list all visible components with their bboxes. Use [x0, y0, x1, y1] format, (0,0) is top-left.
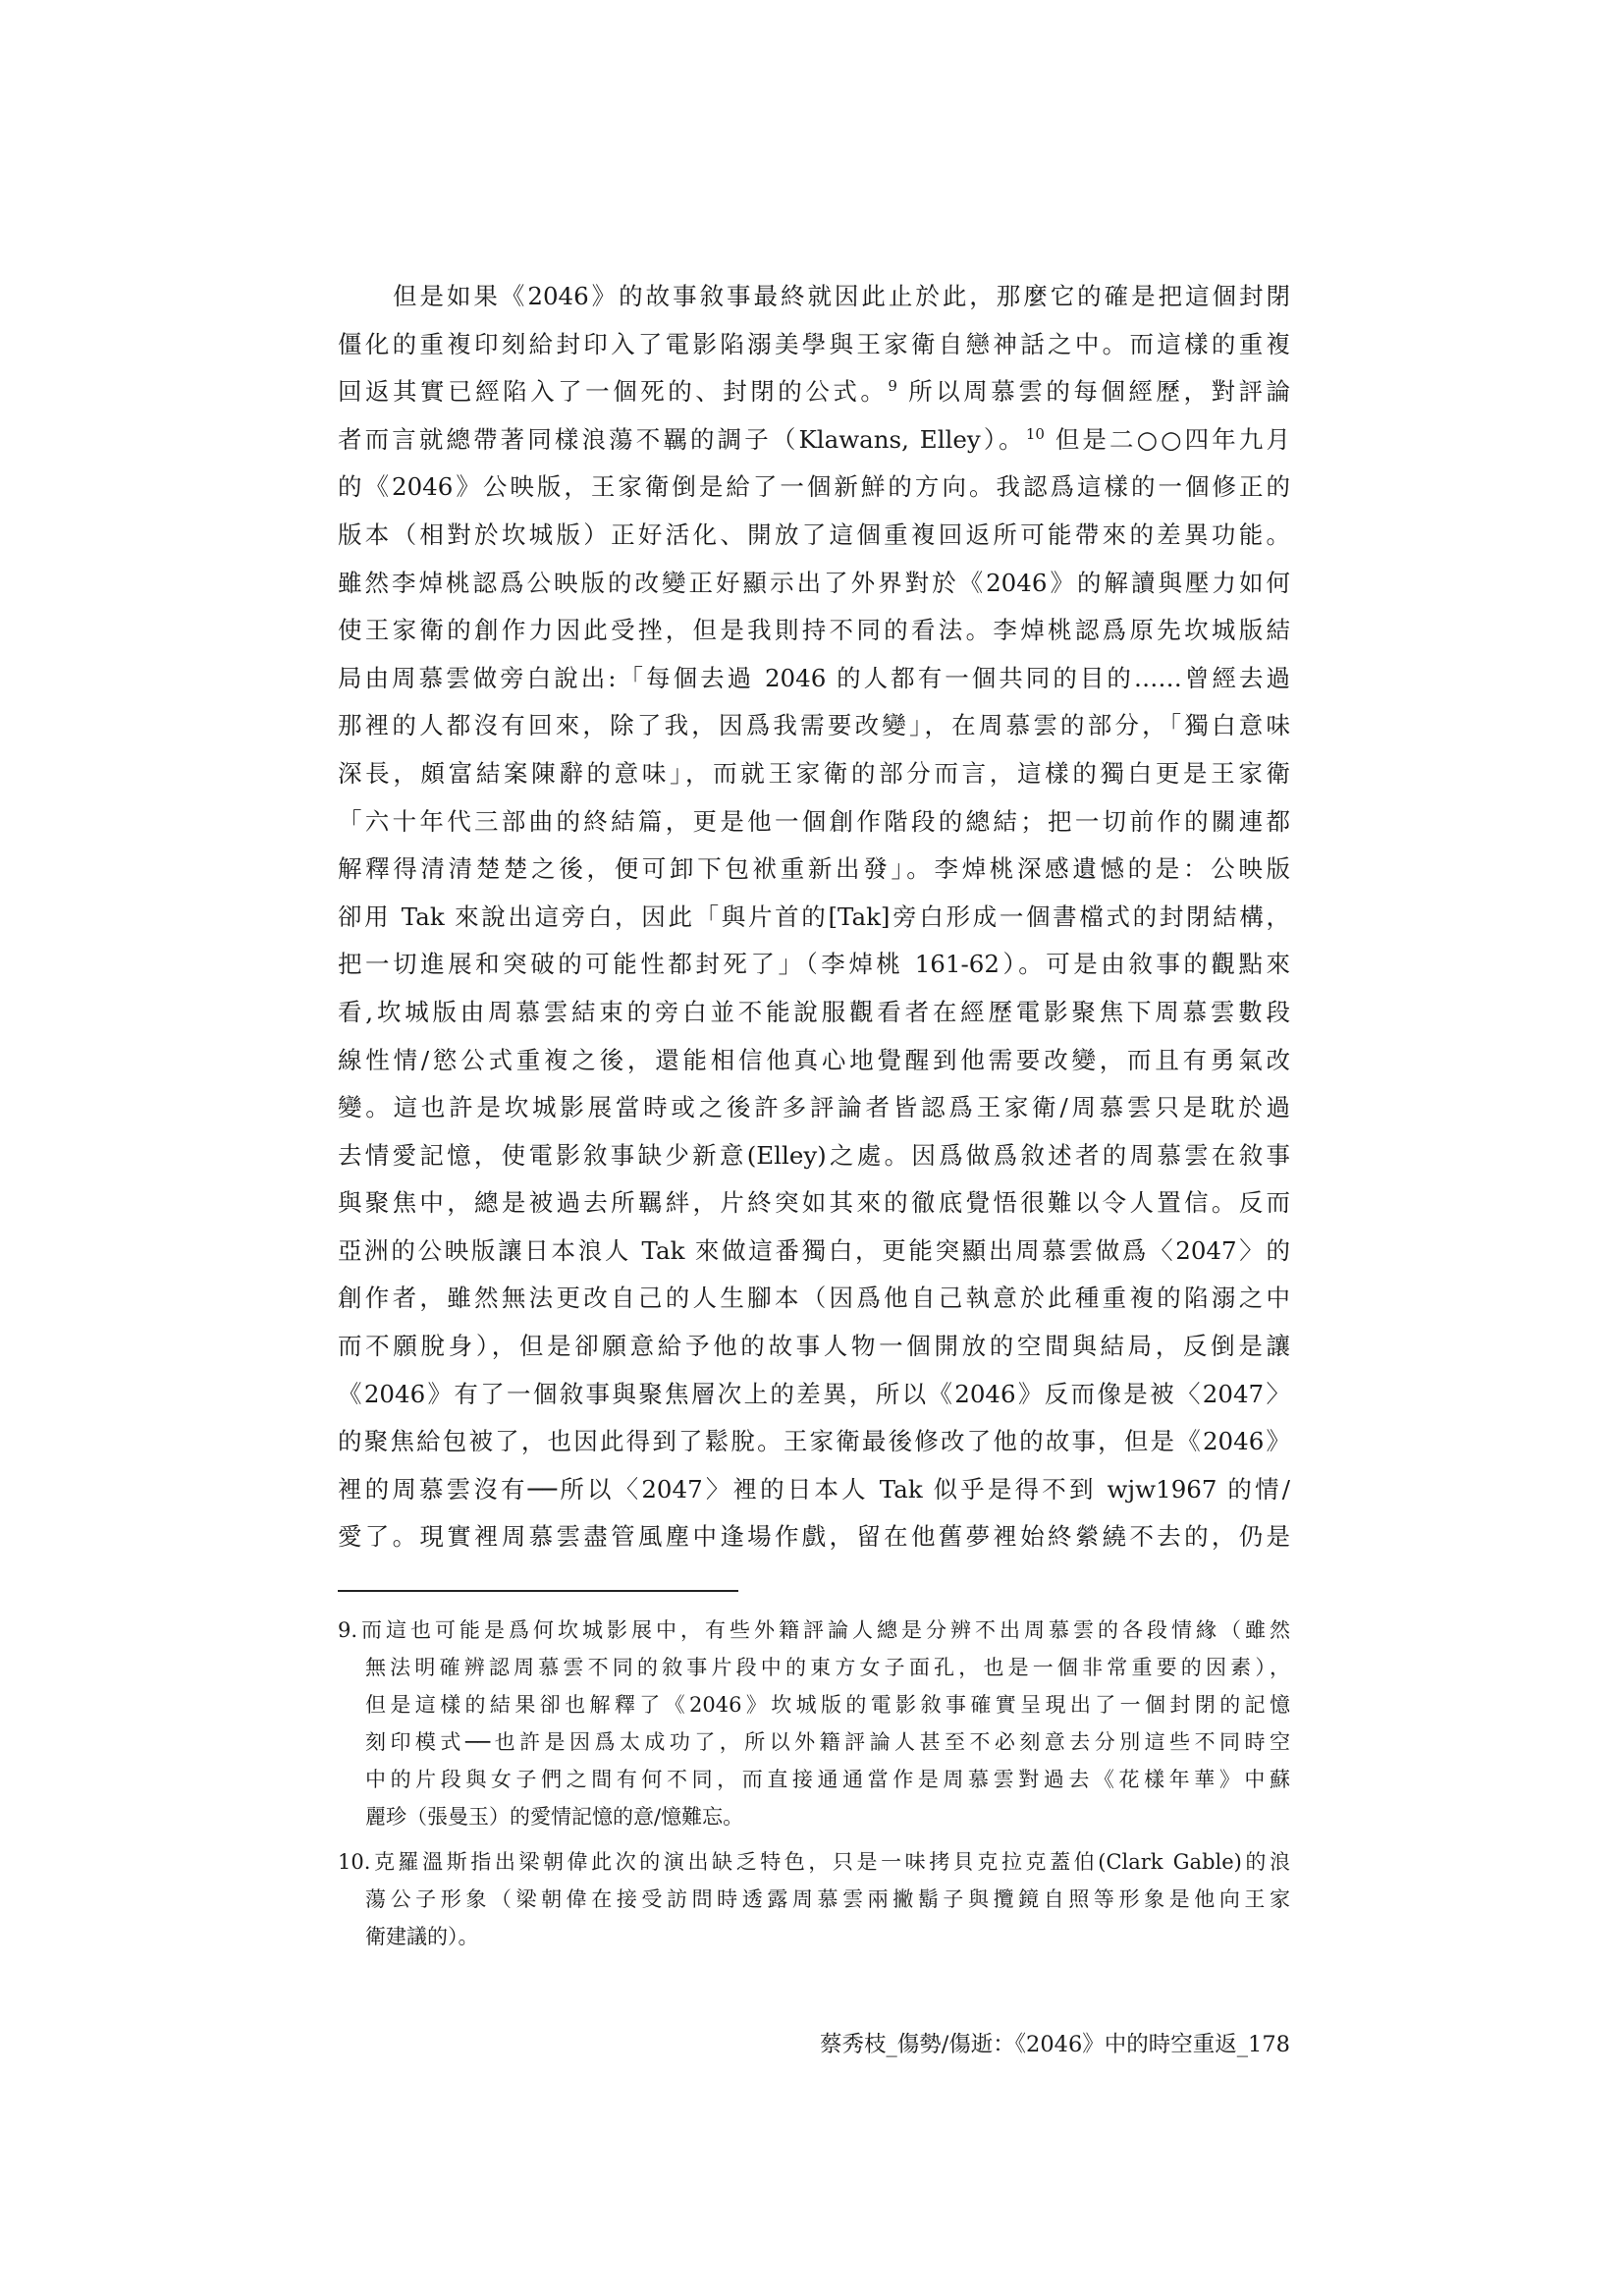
body-line: 與聚焦中，總是被過去所羈絆，片終突如其來的徹底覺悟很難以令人置信。反而 [338, 1188, 1290, 1218]
body-line [338, 416, 1290, 465]
body-line: 愛了。現實裡周慕雲盡管風塵中逢場作戲，留在他舊夢裡始終縈繞不去的，仍是 [338, 1522, 1290, 1552]
body-line: 雖然李焯桃認爲公映版的改變正好顯示出了外界對於《2046》的解讀與壓力如何 [338, 568, 1290, 597]
main-text [338, 273, 1290, 1561]
body-line: 深長，頗富結案陳辭的意味」，而就王家衛的部分而言，這樣的獨白更是王家衛 [338, 758, 1290, 788]
footnote-line: 無法明確辨認周慕雲不同的敘事片段中的東方女子面孔，也是一個非常重要的因素）， [365, 1656, 1290, 1679]
footnote-line: 蕩公子形象（梁朝偉在接受訪問時透露周慕雲兩撇鬍子與攬鏡自照等形象是他向王家 [365, 1887, 1290, 1911]
body-line-text: 者而言就總帶著同樣浪蕩不羈的調子（Klawans, Elley）。 [338, 424, 1026, 454]
body-line: 線性情/慾公式重複之後，還能相信他真心地覺醒到他需要改變，而且有勇氣改 [338, 1045, 1290, 1074]
body-line: 的《2046》公映版，王家衛倒是給了一個新鮮的方向。我認爲這樣的一個修正的 [338, 472, 1290, 502]
footnote-line: 麗珍（張曼玉）的愛情記憶的意/憶難忘。 [365, 1805, 744, 1829]
body-line: 看,坎城版由周慕雲結束的旁白並不能說服觀看者在經歷電影聚焦下周慕雲數段 [338, 997, 1290, 1026]
body-line: 變。這也許是坎城影展當時或之後許多評論者皆認爲王家衛/周慕雲只是耽於過 [338, 1093, 1290, 1122]
footnote-line: 刻印模式──也許是因爲太成功了，所以外籍評論人甚至不必刻意去分別這些不同時空 [365, 1730, 1290, 1754]
body-line: 解釋得清清楚楚之後，便可卸下包袱重新出發」。李焯桃深感遺憾的是：公映版 [338, 854, 1290, 884]
body-line-text: 回返其實已經陷入了一個死的、封閉的公式。 [338, 377, 889, 407]
body-line: 使王家衛的創作力因此受挫，但是我則持不同的看法。李焯桃認爲原先坎城版結 [338, 616, 1290, 645]
body-line: 局由周慕雲做旁白說出:「每個去過 2046 的人都有一個共同的目的……曾經去過 [338, 663, 1290, 692]
body-line: 但是如果《2046》的故事敘事最終就因此止於此，那麼它的確是把這個封閉 [393, 282, 1290, 310]
body-line: 《2046》有了一個敘事與聚焦層次上的差異，所以《2046》反而像是被〈2047〉 [338, 1379, 1290, 1408]
body-line: 那裡的人都沒有回來，除了我，因爲我需要改變」，在周慕雲的部分，「獨白意味 [338, 711, 1290, 740]
body-line: 亞洲的公映版讓日本浪人 Tak 來做這番獨白，更能突顯出周慕雲做爲〈2047〉的 [338, 1235, 1290, 1265]
footnote-gap [338, 1835, 1290, 1843]
body-line: 的聚焦給包被了，也因此得到了鬆脫。王家衛最後修改了他的故事，但是《2046》 [338, 1427, 1290, 1456]
body-line: 版本（相對於坎城版）正好活化、開放了這個重複回返所可能帶來的差異功能。 [338, 519, 1290, 549]
footnote-10 [338, 1843, 1290, 1955]
footnote-line: 但是這樣的結果卻也解釋了《2046》坎城版的電影敘事確實呈現出了一個封閉的記憶 [365, 1693, 1290, 1717]
footnote-divider [338, 1590, 738, 1592]
body-line: 創作者，雖然無法更改自己的人生腳本（因爲他自己執意於此種重複的陷溺之中 [338, 1284, 1290, 1313]
body-line-text: 所以周慕雲的每個經歷，對評論 [908, 377, 1290, 407]
body-line: 僵化的重複印刻給封印入了電影陷溺美學與王家衛自戀神話之中。而這樣的重複 [338, 329, 1290, 358]
body-line-text: 但是二○○四年九月 [1054, 424, 1290, 454]
footnote-line: 9.而這也可能是爲何坎城影展中，有些外籍評論人總是分辨不出周慕雲的各段情緣（雖然 [338, 1618, 1290, 1642]
footnotes [338, 1612, 1290, 1955]
running-footer: 蔡秀枝_傷勢/傷逝：《2046》中的時空重返_178 [819, 2032, 1290, 2057]
footnote-line: 衛建議的）。 [365, 1925, 479, 1948]
body-line: 把一切進展和突破的可能性都封死了」（李焯桃 161-62）。可是由敘事的觀點來 [338, 950, 1290, 979]
body-line: 去情愛記憶，使電影敘事缺少新意(Elley)之處。因爲做爲敘述者的周慕雲在敘事 [338, 1140, 1290, 1170]
footnote-9 [338, 1612, 1290, 1835]
body-line: 「六十年代三部曲的終結篇，更是他一個創作階段的總結；把一切前作的關連都 [338, 806, 1290, 836]
body-line: 而不願脫身），但是卻願意給予他的故事人物一個開放的空間與結局，反倒是讓 [338, 1332, 1290, 1361]
body-line [338, 368, 1290, 416]
footnote-ref-9[interactable]: 9 [888, 377, 897, 396]
body-line: 裡的周慕雲沒有──所以〈2047〉裡的日本人 Tak 似乎是得不到 wjw1967 的情/ [338, 1474, 1290, 1503]
footnote-line: 10.克羅溫斯指出梁朝偉此次的演出缺乏特色，只是一味拷貝克拉克蓋伯(Clark Gable)的浪 [338, 1850, 1290, 1874]
body-line: 卻用 Tak 來說出這旁白，因此「與片首的[Tak]旁白形成一個書檔式的封閉結構， [338, 902, 1290, 931]
footnote-ref-10[interactable]: 10 [1025, 424, 1045, 443]
footnote-line: 中的片段與女子們之間有何不同，而直接通通當作是周慕雲對過去《花樣年華》中蘇 [365, 1768, 1290, 1791]
